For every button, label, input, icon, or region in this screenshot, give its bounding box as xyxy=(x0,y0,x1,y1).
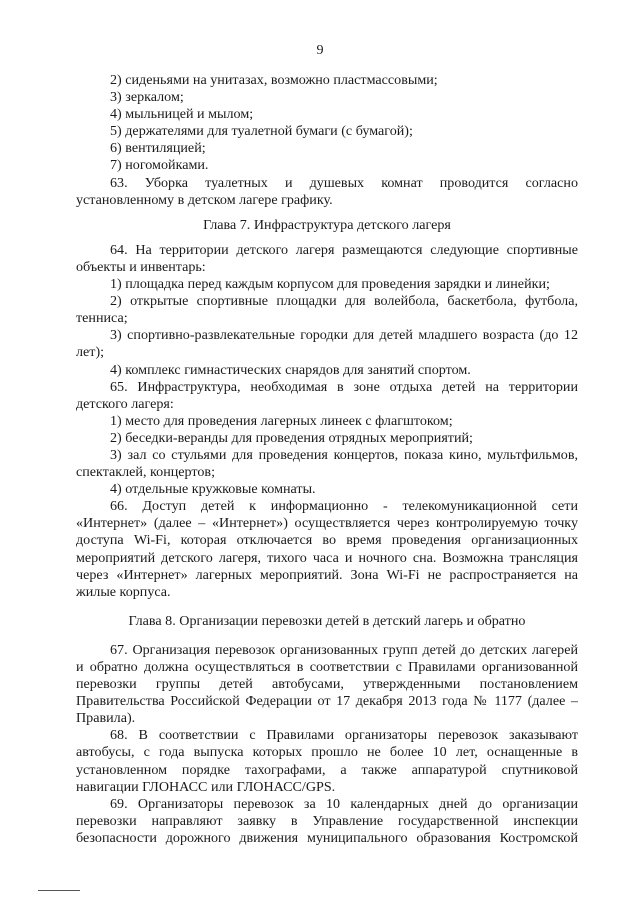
paragraph-line: Правила). xyxy=(76,710,136,727)
list-item: 4) комплекс гимнастических снарядов для занятий спортом. xyxy=(110,361,471,378)
list-item: 7) ногомойками. xyxy=(110,157,209,174)
paragraph-line: доступа Wi-Fi, которая отключается во время проведения организационных xyxy=(76,532,578,549)
paragraph-line: автобусы, с года выпуска которых прошло не более 10 лет, оснащенные в xyxy=(76,744,578,761)
paragraph-line: 64. На территории детского лагеря размещаются следующие спортивные xyxy=(110,241,578,258)
paragraph-line: навигации ГЛОНАСС или ГЛОНАСС/GPS. xyxy=(76,778,336,795)
paragraph-line: установленном порядке тахографами, а также аппаратурой спутниковой xyxy=(76,761,578,778)
list-item: 3) зеркалом; xyxy=(110,89,184,106)
paragraph-line: 65. Инфраструктура, необходимая в зоне отдыха детей на территории xyxy=(110,378,578,395)
paragraph-line: детского лагеря: xyxy=(76,395,174,412)
list-item: 1) место для проведения лагерных линеек с флагштоком; xyxy=(110,412,453,429)
paragraph-line: установленному в детском лагере графику. xyxy=(76,191,333,208)
spacer xyxy=(76,209,578,217)
list-item: 2) открытые спортивные площадки для волейбола, баскетбола, футбола, xyxy=(110,293,578,310)
list-item: 1) площадка перед каждым корпусом для проведения зарядки и линейки; xyxy=(110,276,550,293)
paragraph-line: 67. Организация перевозок организованных групп детей до детских лагерей xyxy=(110,641,578,658)
list-item: 6) вентиляцией; xyxy=(110,140,206,157)
paragraph-line: 66. Доступ детей к информационно - телекомуникационной сети xyxy=(110,498,578,515)
chapter-heading: Глава 7. Инфраструктура детского лагеря xyxy=(203,216,451,233)
paragraph-line: лет); xyxy=(76,344,105,361)
footer-rule xyxy=(38,890,80,891)
paragraph-line: 63. Уборка туалетных и душевых комнат проводится согласно xyxy=(110,174,578,191)
paragraph-line: перевозки направляют заявку в Управление государственной инспекции xyxy=(76,812,578,829)
list-item: 3) спортивно-развлекательные городки для детей младшего возраста (до 12 xyxy=(110,327,578,344)
paragraph-line: жилые корпуса. xyxy=(76,583,171,600)
paragraph-line: 68. В соответствии с Правилами организаторы перевозок заказывают xyxy=(110,727,578,744)
list-item: 2) сиденьями на унитазах, возможно пластмассовыми; xyxy=(110,72,438,88)
list-item: 5) держателями для туалетной бумаги (с бумагой); xyxy=(110,123,413,140)
paragraph-line: безопасности дорожного движения муниципального образования Костромской xyxy=(76,829,578,846)
paragraph-line: 69. Организаторы перевозок за 10 календарных дней до организации xyxy=(110,795,578,812)
paragraph-line: Правительства Российской Федерации от 17 декабря 2013 года № 1177 (далее – xyxy=(76,693,578,710)
list-item: 4) мыльницей и мылом; xyxy=(110,106,254,123)
list-item: 3) зал со стульями для проведения концертов, показа кино, мультфильмов, xyxy=(110,446,578,463)
paragraph-line: через «Интернет» лагерных мероприятий. Зона Wi-Fi не распространяется на xyxy=(76,566,578,583)
paragraph-line: тенниса; xyxy=(76,310,128,327)
page-number: 9 xyxy=(316,42,324,58)
spacer xyxy=(76,630,578,642)
paragraph-line: и обратно должна осуществляться в соответствии с Правилами организованной xyxy=(76,659,578,675)
chapter-heading: Глава 8. Организации перевозки детей в детский лагерь и обратно xyxy=(128,612,526,629)
document-body xyxy=(76,72,578,847)
list-item: 4) отдельные кружковые комнаты. xyxy=(110,481,316,498)
paragraph-line: объекты и инвентарь: xyxy=(76,258,206,275)
spacer xyxy=(76,601,578,613)
paragraph-line: перевозки группы детей автобусами, утвержденными постановлением xyxy=(76,676,578,693)
list-item: 2) беседки-веранды для проведения отрядных мероприятий; xyxy=(110,429,473,446)
paragraph-line: спектаклей, концертов; xyxy=(76,464,215,481)
paragraph-line: мероприятий детского лагеря, тихого часа и ночного сна. Возможна трансляция xyxy=(76,549,578,566)
spacer xyxy=(76,234,578,242)
paragraph-line: «Интернет» (далее – «Интернет») осуществляется через контролируемую точку xyxy=(76,515,578,532)
